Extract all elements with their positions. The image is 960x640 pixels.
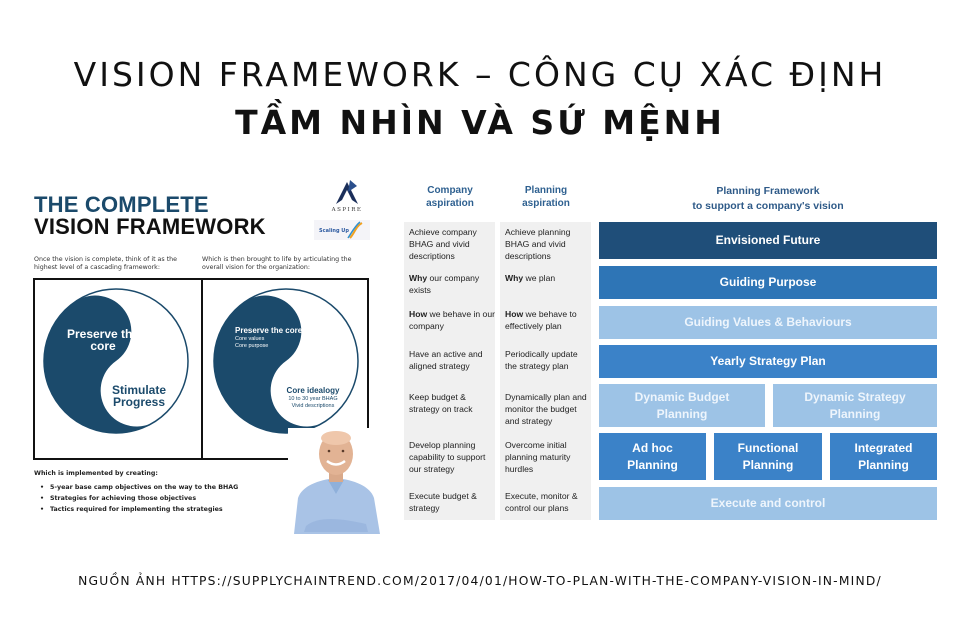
svg-text:ASPIRE: ASPIRE bbox=[331, 207, 363, 213]
table-cell: Achieve planning BHAG and vivid descriptions bbox=[505, 227, 571, 261]
list-item: • Strategies for achieving those objectives bbox=[40, 493, 238, 504]
level-functional-planning: Functional Planning bbox=[714, 433, 822, 480]
level-guiding-purpose: Guiding Purpose bbox=[599, 266, 937, 299]
table-cell: Keep budget & strategy on track bbox=[409, 392, 473, 414]
level-envisioned-future: Envisioned Future bbox=[599, 222, 937, 259]
table-cell: Have an active and aligned strategy bbox=[409, 349, 483, 371]
table-cell: Periodically update the strategy plan bbox=[505, 349, 578, 371]
page-title-line2: TẦM NHÌN VÀ SỨ MỆNH bbox=[235, 103, 725, 142]
box-divider bbox=[201, 280, 203, 458]
vivid-descriptions-text: Vivid descriptions bbox=[291, 403, 335, 409]
intro-left: Once the vision is complete, think of it as the highest level of a cascading framework: bbox=[34, 256, 178, 271]
implementation-list bbox=[40, 482, 238, 515]
svg-text:Scaling Up: Scaling Up bbox=[319, 228, 349, 234]
core-ideology-label: Core idealogy bbox=[286, 386, 340, 395]
image-source-caption: NGUỒN ẢNH HTTPS://SUPPLYCHAINTREND.COM/2017/04/01/HOW-TO-PLAN-WITH-THE-COMPANY-VISION-IN-MIND/ bbox=[78, 574, 882, 588]
yinyang-right bbox=[211, 286, 361, 436]
level-dynamic-strategy-planning: Dynamic Strategy Planning bbox=[773, 384, 937, 427]
level-guiding-values: Guiding Values & Behaviours bbox=[599, 306, 937, 339]
page-title-line1: VISION FRAMEWORK – CÔNG CỤ XÁC ĐỊNH bbox=[73, 55, 887, 94]
table-cell: Execute budget & strategy bbox=[409, 491, 477, 513]
level-dynamic-budget-planning: Dynamic Budget Planning bbox=[599, 384, 765, 427]
level-execute-and-control: Execute and control bbox=[599, 487, 937, 520]
level-yearly-strategy-plan: Yearly Strategy Plan bbox=[599, 345, 937, 378]
header-company-aspiration: Company aspiration bbox=[426, 185, 474, 209]
table-cell: Why we plan bbox=[505, 273, 556, 283]
table-cell: Overcome initial planning maturity hurdles bbox=[505, 440, 571, 474]
table-cell: Why our company exists bbox=[409, 273, 480, 295]
company-aspiration-column bbox=[404, 222, 495, 520]
table-cell: Execute, monitor & control our plans bbox=[505, 491, 578, 513]
framework-heading-line2: to support a company's vision bbox=[692, 200, 844, 212]
scaling-up-logo-icon bbox=[314, 220, 370, 240]
intro-right: Which is then brought to life by articulating the overall vision for the organization: bbox=[202, 256, 352, 271]
planning-aspiration-column bbox=[500, 222, 591, 520]
bhag-text: 10 to 30 year BHAG bbox=[288, 396, 338, 402]
implemented-heading: Which is implemented by creating: bbox=[34, 470, 158, 477]
card-title-line2: VISION FRAMEWORK bbox=[34, 214, 266, 239]
preserve-core-label-right: Preserve the core bbox=[235, 326, 303, 335]
header-planning-aspiration: Planning aspiration bbox=[522, 185, 570, 209]
planning-framework-heading bbox=[599, 184, 937, 214]
table-cell: How we behave to effectively plan bbox=[505, 309, 577, 331]
level-integrated-planning: Integrated Planning bbox=[830, 433, 937, 480]
level-ad-hoc-planning: Ad hoc Planning bbox=[599, 433, 706, 480]
list-item: • Tactics required for implementing the strategies bbox=[40, 504, 238, 515]
core-purpose-text: Core purpose bbox=[235, 343, 269, 349]
presenter-photo bbox=[288, 428, 384, 534]
list-item: • 5-year base camp objectives on the way to the BHAG bbox=[40, 482, 238, 493]
complete-vision-framework-card bbox=[30, 176, 382, 536]
card-title-line1: THE COMPLETE bbox=[34, 192, 209, 217]
table-cell: Develop planning capability to support our strategy bbox=[409, 440, 486, 474]
aspire-logo-icon bbox=[322, 178, 372, 218]
yinyang-left bbox=[41, 286, 191, 436]
table-cell: Achieve company BHAG and vivid descriptions bbox=[409, 227, 477, 261]
stimulate-progress-label: Stimulate Progress bbox=[111, 383, 166, 409]
table-cell: Dynamically plan and monitor the budget and strategy bbox=[505, 392, 587, 426]
table-cell: How we behave in our company bbox=[409, 309, 495, 331]
framework-heading-line1: Planning Framework bbox=[716, 185, 820, 197]
preserve-core-label: Preserve the core bbox=[66, 327, 140, 353]
core-values-text: Core values bbox=[235, 336, 265, 342]
